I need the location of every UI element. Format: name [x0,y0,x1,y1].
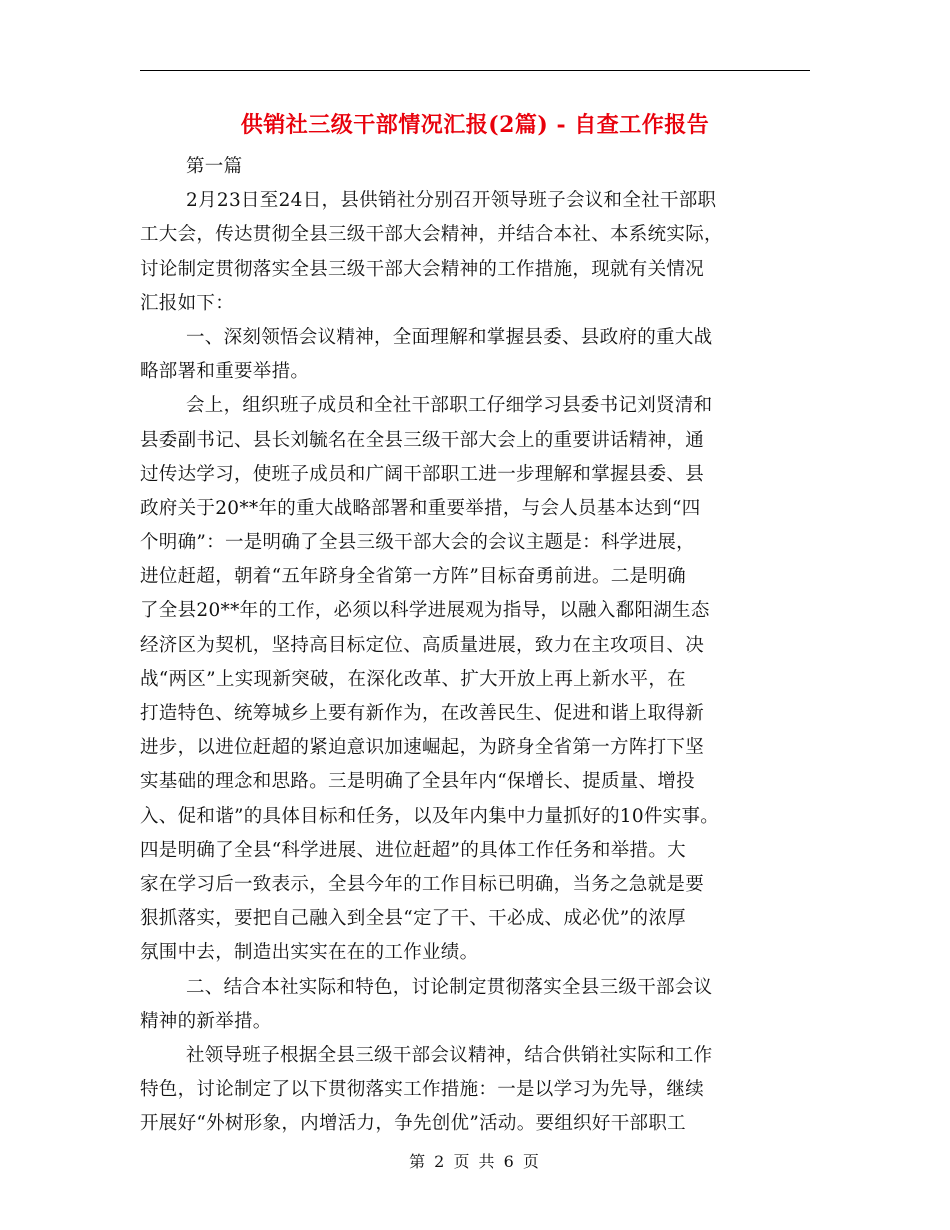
body-line: 了全县20**年的工作，必须以科学进展观为指导，以融入鄱阳湖生态 [140,600,710,622]
body-line: 社领导班子根据全县三级干部会议精神，结合供销社实际和工作 [186,1044,713,1066]
body-line: 政府关于20**年的重大战略部署和重要举措，与会人员基本达到“四 [140,497,701,519]
header-rule [140,70,810,71]
body-line: 个明确”：一是明确了全县三级干部大会的会议主题是：科学进展， [140,532,695,554]
body-line: 进位赶超，朝着“五年跻身全省第一方阵”目标奋勇前进。二是明确 [140,566,686,588]
body-line: 打造特色、统筹城乡上要有新作为，在改善民生、促进和谐上取得新 [140,703,705,724]
body-line: 一、深刻领悟会议精神，全面理解和掌握县委、县政府的重大战 [186,326,713,348]
body-line: 第一篇 [186,156,243,177]
body-line: 特色，讨论制定了以下贯彻落实工作措施：一是以学习为先导，继续 [140,1079,705,1101]
page-number: 第 2 页 共 6 页 [409,1152,541,1171]
body-line: 战“两区”上实现新突破，在深化改革、扩大开放上再上新水平，在 [140,668,686,690]
body-line: 过传达学习，使班子成员和广阔干部职工进一步理解和掌握县委、县 [140,463,705,485]
body-line: 实基础的理念和思路。三是明确了全县年内“保增长、提质量、增投 [140,771,695,793]
body-line: 经济区为契机，坚持高目标定位、高质量进展，致力在主攻项目、决 [140,634,705,656]
body-line: 进步，以进位赶超的紧迫意识加速崛起，为跻身全省第一方阵打下坚 [140,737,705,759]
body-line: 家在学习后一致表示，全县今年的工作目标已明确，当务之急就是要 [140,873,705,895]
body-line: 工大会，传达贯彻全县三级干部大会精神，并结合本社、本系统实际， [140,224,723,246]
body-line: 略部署和重要举措。 [140,361,310,383]
body-line: 二、结合本社实际和特色，讨论制定贯彻落实全县三级干部会议 [186,976,713,998]
body-line: 会上，组织班子成员和全社干部职工仔细学习县委书记刘贤清和 [186,395,713,417]
body-line: 四是明确了全县“科学进展、进位赶超”的具体工作任务和举措。大 [140,839,686,861]
body-line: 县委副书记、县长刘毓名在全县三级干部大会上的重要讲话精神，通 [140,429,705,451]
document-body [140,150,816,1141]
body-line: 入、促和谐”的具体目标和任务，以及年内集中力量抓好的10件实事。 [140,805,720,827]
body-line: 2月23日至24日，县供销社分别召开领导班子会议和全社干部职 [186,190,717,212]
body-line: 氛围中去，制造出实实在在的工作业绩。 [140,942,479,964]
body-line: 狠抓落实，要把自己融入到全县“定了干、干必成、成必优”的浓厚 [140,908,686,930]
body-line: 讨论制定贯彻落实全县三级干部大会精神的工作措施，现就有关情况 [140,258,705,280]
body-line: 开展好“外树形象，内增活力，争先创优”活动。要组织好干部职工 [140,1113,686,1135]
document-title: 供销社三级干部情况汇报(2篇) - 自查工作报告 [240,112,710,138]
body-line: 汇报如下： [140,292,235,314]
body-line: 精神的新举措。 [140,1010,272,1032]
